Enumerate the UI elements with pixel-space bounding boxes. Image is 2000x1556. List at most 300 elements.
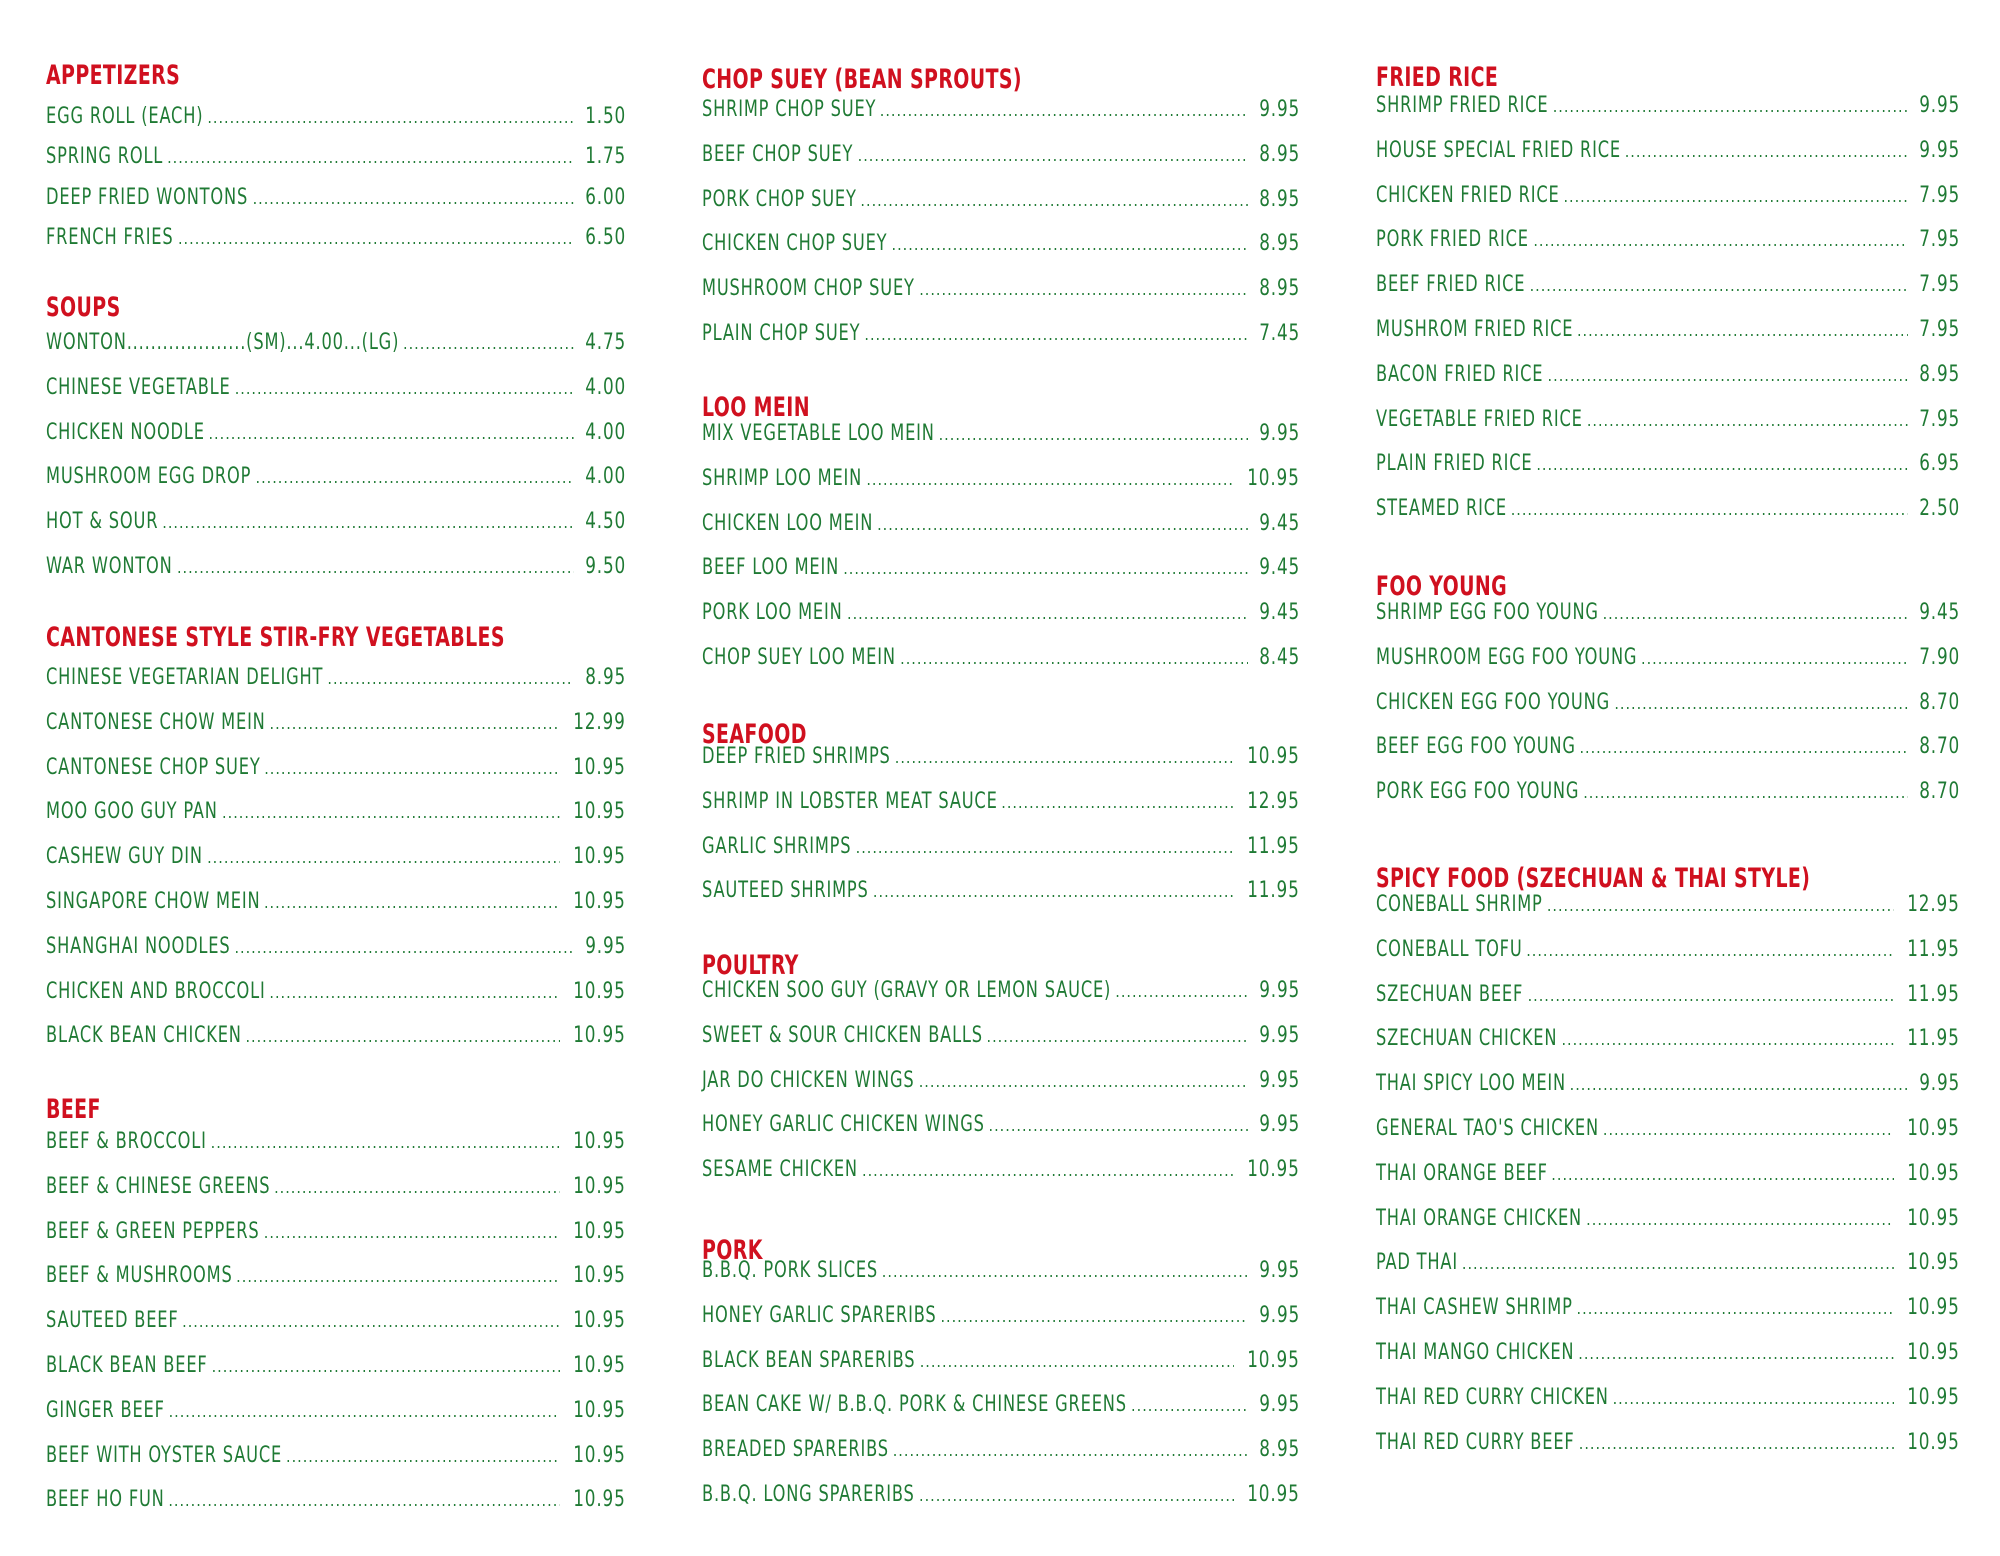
menu-item-name: SHRIMP CHOP SUEY — [702, 97, 877, 122]
menu-item — [1376, 892, 1960, 926]
menu-item-name: SHRIMP FRIED RICE — [1376, 93, 1549, 118]
menu-item-price: 9.95 — [1259, 1023, 1300, 1048]
menu-item — [1376, 1161, 1960, 1195]
dot-leader — [1001, 793, 1234, 812]
menu-item — [1376, 1385, 1960, 1419]
menu-item-name: BEEF HO FUN — [46, 1487, 165, 1512]
dot-leader — [208, 424, 573, 443]
dot-leader — [1553, 97, 1908, 116]
menu-item-name: SHRIMP EGG FOO YOUNG — [1376, 600, 1599, 625]
menu-item-price: 10.95 — [573, 755, 626, 780]
menu-item — [702, 1482, 1300, 1516]
menu-item-price: 4.75 — [585, 330, 626, 355]
menu-item-name: BEEF FRIED RICE — [1376, 272, 1526, 297]
dot-leader — [207, 108, 574, 127]
dot-leader — [235, 379, 574, 398]
menu-item-name: CHICKEN FRIED RICE — [1376, 183, 1560, 208]
dot-leader — [253, 189, 574, 208]
menu-item — [1376, 496, 1960, 530]
menu-item-price: 7.95 — [1919, 407, 1960, 432]
dot-leader — [847, 604, 1248, 623]
dot-leader — [1530, 276, 1908, 295]
menu-item — [46, 844, 626, 878]
dot-leader — [843, 559, 1248, 578]
dot-leader — [1528, 986, 1895, 1005]
dot-leader — [987, 1027, 1248, 1046]
menu-item-price: 11.95 — [1907, 1026, 1960, 1051]
menu-item-price: 7.90 — [1919, 645, 1960, 670]
menu-item-price: 8.95 — [1259, 187, 1300, 212]
menu-item-name: SWEET & SOUR CHICKEN BALLS — [702, 1023, 983, 1048]
dot-leader — [1115, 982, 1248, 1001]
menu-item-name: PLAIN FRIED RICE — [1376, 451, 1533, 476]
menu-item-name: SAUTEED SHRIMPS — [702, 878, 869, 903]
section-title: CHOP SUEY (BEAN SPROUTS) — [702, 64, 1022, 95]
dot-leader — [1551, 1165, 1894, 1184]
dot-leader — [245, 1027, 560, 1046]
menu-item-price: 11.95 — [1247, 878, 1300, 903]
menu-item-name: SHANGHAI NOODLES — [46, 934, 231, 959]
menu-item — [702, 1258, 1300, 1292]
menu-item-name: PAD THAI — [1376, 1250, 1458, 1275]
dot-leader — [866, 470, 1234, 489]
menu-item-price: 8.70 — [1919, 779, 1960, 804]
menu-item-price: 10.95 — [1247, 1157, 1300, 1182]
menu-item-price: 10.95 — [573, 844, 626, 869]
menu-item-price: 10.95 — [573, 889, 626, 914]
menu-item — [1376, 982, 1960, 1016]
menu-item-name: MUSHROOM CHOP SUEY — [702, 276, 915, 301]
menu-item-name: HONEY GARLIC CHICKEN WINGS — [702, 1112, 985, 1137]
menu-item-price: 12.95 — [1907, 892, 1960, 917]
menu-item-name: THAI SPICY LOO MEIN — [1376, 1071, 1566, 1096]
menu-item-price: 12.95 — [1247, 789, 1300, 814]
menu-item — [46, 554, 626, 588]
menu-item-price: 10.95 — [1247, 1482, 1300, 1507]
dot-leader — [211, 1133, 561, 1152]
menu-item-name: BEAN CAKE W/ B.B.Q. PORK & CHINESE GREENS — [702, 1392, 1127, 1417]
dot-leader — [274, 1178, 560, 1197]
menu-item-price: 10.95 — [573, 1443, 626, 1468]
menu-item-name: SPRING ROLL — [46, 144, 164, 169]
menu-item-name: PORK EGG FOO YOUNG — [1376, 779, 1580, 804]
menu-item — [702, 97, 1300, 131]
menu-item-price: 10.95 — [573, 1263, 626, 1288]
menu-item — [46, 1487, 626, 1521]
menu-item — [702, 231, 1300, 265]
menu-item — [702, 834, 1300, 868]
menu-item-name: CHICKEN NOODLE — [46, 420, 205, 445]
dot-leader — [920, 1352, 1235, 1371]
menu-item — [46, 1308, 626, 1342]
dot-leader — [162, 513, 574, 532]
menu-item-price: 9.95 — [1919, 138, 1960, 163]
dot-leader — [1511, 500, 1908, 519]
menu-item — [1376, 645, 1960, 679]
menu-item — [702, 421, 1300, 455]
menu-item-name: SZECHUAN CHICKEN — [1376, 1026, 1558, 1051]
menu-item — [1376, 183, 1960, 217]
section-title: FOO YOUNG — [1376, 571, 1508, 602]
menu-item-price: 9.95 — [1259, 1112, 1300, 1137]
dot-leader — [286, 1447, 560, 1466]
menu-item — [1376, 362, 1960, 396]
menu-item-name: SZECHUAN BEEF — [1376, 982, 1524, 1007]
menu-item-price: 8.45 — [1259, 645, 1300, 670]
menu-item-price: 1.75 — [585, 144, 626, 169]
menu-item — [1376, 317, 1960, 351]
menu-item-price: 10.95 — [573, 979, 626, 1004]
menu-item-price: 11.95 — [1907, 937, 1960, 962]
menu-item-name: CANTONESE CHOW MEIN — [46, 710, 266, 735]
dot-leader — [264, 893, 560, 912]
menu-item — [702, 555, 1300, 589]
menu-item-name: DEEP FRIED WONTONS — [46, 185, 249, 210]
menu-item-price: 10.95 — [573, 1353, 626, 1378]
menu-item-name: SHRIMP LOO MEIN — [702, 466, 863, 491]
dot-leader — [403, 334, 574, 353]
dot-leader — [1603, 604, 1908, 623]
menu-item — [702, 1392, 1300, 1426]
menu-item-price: 6.50 — [585, 225, 626, 250]
dot-leader — [919, 280, 1248, 299]
menu-item-name: SINGAPORE CHOW MEIN — [46, 889, 261, 914]
menu-item — [702, 321, 1300, 355]
dot-leader — [1131, 1396, 1248, 1415]
dot-leader — [1533, 231, 1908, 250]
dot-leader — [1570, 1075, 1908, 1094]
menu-item-name: STEAMED RICE — [1376, 496, 1507, 521]
menu-item-name: CONEBALL SHRIMP — [1376, 892, 1543, 917]
menu-item — [702, 1023, 1300, 1057]
dot-leader — [1613, 1389, 1895, 1408]
menu-item-name: CONEBALL TOFU — [1376, 937, 1523, 962]
section-title: LOO MEIN — [702, 392, 810, 423]
dot-leader — [1577, 321, 1908, 340]
menu-item-name: MUSHROOM EGG DROP — [46, 464, 252, 489]
menu-item-price: 10.95 — [573, 1398, 626, 1423]
section-title: SOUPS — [46, 292, 121, 323]
menu-item — [46, 1398, 626, 1432]
menu-item-name: BLACK BEAN SPARERIBS — [702, 1348, 916, 1373]
menu-item-name: HOUSE SPECIAL FRIED RICE — [1376, 138, 1621, 163]
menu-item — [702, 878, 1300, 912]
menu-item-price: 8.70 — [1919, 690, 1960, 715]
menu-item — [1376, 1026, 1960, 1060]
menu-item — [46, 1219, 626, 1253]
menu-item — [1376, 1206, 1960, 1240]
dot-leader — [327, 669, 574, 688]
menu-item-price: 9.95 — [1919, 1071, 1960, 1096]
menu-item — [46, 1443, 626, 1477]
menu-item-name: WONTON....................(SM)...4.00...(LG) — [46, 330, 400, 355]
menu-item-price: 4.00 — [585, 464, 626, 489]
menu-item — [702, 142, 1300, 176]
dot-leader — [893, 1441, 1248, 1460]
menu-item-price: 10.95 — [573, 799, 626, 824]
menu-item-price: 10.95 — [1907, 1250, 1960, 1275]
dot-leader — [1641, 649, 1908, 668]
menu-item-price: 10.95 — [1907, 1295, 1960, 1320]
menu-item-name: GINGER BEEF — [46, 1398, 165, 1423]
menu-item-price: 10.95 — [1247, 466, 1300, 491]
menu-item-price: 8.95 — [1259, 276, 1300, 301]
menu-item-price: 9.95 — [1259, 1068, 1300, 1093]
menu-item — [1376, 1250, 1960, 1284]
dot-leader — [900, 649, 1248, 668]
menu-item-price: 7.95 — [1919, 317, 1960, 342]
menu-item-name: THAI CASHEW SHRIMP — [1376, 1295, 1573, 1320]
menu-item-name: THAI ORANGE CHICKEN — [1376, 1206, 1582, 1231]
dot-leader — [877, 515, 1248, 534]
menu-item — [46, 889, 626, 923]
dot-leader — [234, 938, 573, 957]
menu-item — [46, 185, 626, 219]
menu-item-price: 9.95 — [1259, 421, 1300, 446]
menu-item-price: 11.95 — [1907, 982, 1960, 1007]
menu-item-price: 9.95 — [1259, 1258, 1300, 1283]
dot-leader — [1462, 1254, 1894, 1273]
menu-item — [1376, 1116, 1960, 1150]
dot-leader — [1603, 1120, 1894, 1139]
menu-item-name: B.B.Q. LONG SPARERIBS — [702, 1482, 915, 1507]
menu-item-price: 6.95 — [1919, 451, 1960, 476]
menu-item-name: MUSHROOM EGG FOO YOUNG — [1376, 645, 1638, 670]
dot-leader — [862, 1161, 1234, 1180]
menu-item-name: CHINESE VEGETABLE — [46, 375, 231, 400]
menu-item-name: PORK FRIED RICE — [1376, 227, 1529, 252]
menu-item — [702, 1068, 1300, 1102]
menu-item-price: 12.99 — [573, 710, 626, 735]
menu-item — [702, 511, 1300, 545]
dot-leader — [919, 1486, 1234, 1505]
menu-item-price: 11.95 — [1247, 834, 1300, 859]
dot-leader — [919, 1072, 1248, 1091]
menu-item-name: BACON FRIED RICE — [1376, 362, 1544, 387]
dot-leader — [269, 983, 560, 1002]
menu-item-name: SHRIMP IN LOBSTER MEAT SAUCE — [702, 789, 998, 814]
dot-leader — [1614, 694, 1908, 713]
menu-item-price: 10.95 — [1907, 1430, 1960, 1455]
dot-leader — [207, 848, 560, 867]
section-title: POULTRY — [702, 950, 799, 981]
dot-leader — [264, 759, 560, 778]
dot-leader — [178, 229, 574, 248]
menu-item-price: 9.45 — [1919, 600, 1960, 625]
dot-leader — [940, 1307, 1247, 1326]
menu-item — [46, 420, 626, 454]
section-title: PORK — [702, 1235, 763, 1266]
menu-item — [1376, 93, 1960, 127]
menu-item-name: HONEY GARLIC SPARERIBS — [702, 1303, 937, 1328]
menu-item — [702, 789, 1300, 823]
dot-leader — [270, 714, 561, 733]
menu-item-price: 2.50 — [1919, 496, 1960, 521]
menu-item-price: 9.95 — [1919, 93, 1960, 118]
menu-item-name: CHICKEN CHOP SUEY — [702, 231, 888, 256]
menu-item — [1376, 272, 1960, 306]
menu-item-price: 8.95 — [1259, 231, 1300, 256]
menu-item-price: 9.95 — [1259, 1392, 1300, 1417]
menu-item-price: 7.95 — [1919, 183, 1960, 208]
menu-item-price: 8.95 — [1259, 1437, 1300, 1462]
dot-leader — [1579, 738, 1908, 757]
section-title: SEAFOOD — [702, 719, 807, 750]
dot-leader — [264, 1223, 561, 1242]
dot-leader — [169, 1402, 561, 1421]
dot-leader — [895, 748, 1235, 767]
menu-item-name: BEEF & MUSHROOMS — [46, 1263, 233, 1288]
menu-item-price: 10.95 — [573, 1023, 626, 1048]
menu-item-price: 4.50 — [585, 509, 626, 534]
dot-leader — [860, 191, 1248, 210]
dot-leader — [1583, 783, 1908, 802]
menu-item-price: 10.95 — [1907, 1116, 1960, 1141]
menu-item-price: 9.45 — [1259, 600, 1300, 625]
menu-item-name: BEEF & CHINESE GREENS — [46, 1174, 271, 1199]
dot-leader — [873, 882, 1234, 901]
dot-leader — [236, 1267, 560, 1286]
menu-item-name: GENERAL TAO'S CHICKEN — [1376, 1116, 1599, 1141]
dot-leader — [1563, 187, 1908, 206]
menu-item-name: SAUTEED BEEF — [46, 1308, 179, 1333]
menu-item-price: 4.00 — [585, 420, 626, 445]
menu-item-price: 9.50 — [585, 554, 626, 579]
menu-item-name: CHICKEN EGG FOO YOUNG — [1376, 690, 1610, 715]
menu-item — [1376, 1295, 1960, 1329]
menu-item — [46, 1353, 626, 1387]
menu-item-name: FRENCH FRIES — [46, 225, 174, 250]
menu-item-price: 10.95 — [573, 1308, 626, 1333]
menu-item-name: CANTONESE CHOP SUEY — [46, 755, 261, 780]
menu-item — [1376, 1430, 1960, 1464]
menu-item — [46, 665, 626, 699]
menu-item-price: 7.95 — [1919, 272, 1960, 297]
menu-item-name: PORK CHOP SUEY — [702, 187, 857, 212]
menu-item-name: WAR WONTON — [46, 554, 173, 579]
menu-item-name: CHICKEN LOO MEIN — [702, 511, 874, 536]
menu-item — [702, 978, 1300, 1012]
menu-item — [1376, 1071, 1960, 1105]
menu-item — [46, 979, 626, 1013]
menu-item-price: 10.95 — [1907, 1206, 1960, 1231]
dot-leader — [1536, 455, 1908, 474]
dot-leader — [1561, 1030, 1894, 1049]
menu-item — [702, 1157, 1300, 1191]
dot-leader — [168, 1491, 560, 1510]
dot-leader — [1587, 411, 1908, 430]
menu-item-name: PLAIN CHOP SUEY — [702, 321, 861, 346]
dot-leader — [1579, 1434, 1895, 1453]
menu-item — [702, 276, 1300, 310]
menu-item-price: 8.95 — [585, 665, 626, 690]
menu-item — [702, 1348, 1300, 1382]
menu-item — [1376, 779, 1960, 813]
menu-item — [1376, 937, 1960, 971]
menu-item-price: 9.45 — [1259, 511, 1300, 536]
menu-item — [46, 1174, 626, 1208]
menu-item-price: 10.95 — [1247, 744, 1300, 769]
dot-leader — [177, 558, 574, 577]
dot-leader — [212, 1357, 561, 1376]
menu-item-price: 10.95 — [1907, 1385, 1960, 1410]
dot-leader — [939, 425, 1248, 444]
menu-item — [1376, 734, 1960, 768]
menu-item-name: CHINESE VEGETARIAN DELIGHT — [46, 665, 324, 690]
dot-leader — [182, 1312, 560, 1331]
menu-item-price: 9.95 — [1259, 97, 1300, 122]
menu-item-price: 10.95 — [1907, 1161, 1960, 1186]
menu-item-name: MUSHROM FRIED RICE — [1376, 317, 1574, 342]
menu-item-name: JAR DO CHICKEN WINGS — [702, 1068, 915, 1093]
menu-item — [1376, 407, 1960, 441]
menu-item-price: 6.00 — [585, 185, 626, 210]
dot-leader — [256, 468, 574, 487]
menu-item — [702, 1112, 1300, 1146]
menu-item-price: 10.95 — [1907, 1340, 1960, 1365]
menu-item-price: 7.45 — [1259, 321, 1300, 346]
dot-leader — [882, 1262, 1248, 1281]
menu-item-name: BLACK BEAN CHICKEN — [46, 1023, 242, 1048]
menu-item-price: 10.95 — [573, 1219, 626, 1244]
dot-leader — [1577, 1299, 1895, 1318]
menu-item-price: 8.95 — [1259, 142, 1300, 167]
menu-item-name: MIX VEGETABLE LOO MEIN — [702, 421, 935, 446]
menu-item-name: VEGETABLE FRIED RICE — [1376, 407, 1583, 432]
menu-item-name: BEEF & GREEN PEPPERS — [46, 1219, 260, 1244]
menu-item-name: THAI ORANGE BEEF — [1376, 1161, 1548, 1186]
menu-item-price: 9.95 — [1259, 978, 1300, 1003]
menu-item-name: CASHEW GUY DIN — [46, 844, 203, 869]
dot-leader — [1586, 1210, 1894, 1229]
menu-item-name: EGG ROLL (EACH) — [46, 104, 204, 129]
menu-item — [46, 755, 626, 789]
menu-item — [702, 187, 1300, 221]
menu-item — [46, 1129, 626, 1163]
menu-item — [46, 710, 626, 744]
menu-item-name: BEEF & BROCCOLI — [46, 1129, 207, 1154]
menu-item-price: 7.95 — [1919, 227, 1960, 252]
menu-item-price: 9.95 — [1259, 1303, 1300, 1328]
menu-item-name: DEEP FRIED SHRIMPS — [702, 744, 891, 769]
dot-leader — [892, 235, 1248, 254]
menu-item-name: BLACK BEAN BEEF — [46, 1353, 208, 1378]
menu-item-name: HOT & SOUR — [46, 509, 159, 534]
menu-item-price: 1.50 — [585, 104, 626, 129]
dot-leader — [1526, 941, 1894, 960]
section-title: BEEF — [46, 1094, 101, 1125]
menu-item — [1376, 600, 1960, 634]
menu-item — [702, 1303, 1300, 1337]
dot-leader — [989, 1116, 1248, 1135]
menu-item — [702, 1437, 1300, 1471]
menu-item-name: THAI RED CURRY BEEF — [1376, 1430, 1575, 1455]
menu-item — [46, 144, 626, 178]
menu-item — [46, 464, 626, 498]
menu-item-name: PORK LOO MEIN — [702, 600, 843, 625]
menu-item — [702, 645, 1300, 679]
section-title: FRIED RICE — [1376, 62, 1499, 93]
menu-item — [46, 225, 626, 259]
section-title: CANTONESE STYLE STIR-FRY VEGETABLES — [46, 622, 505, 653]
menu-item-price: 10.95 — [1247, 1348, 1300, 1373]
dot-leader — [222, 803, 560, 822]
dot-leader — [856, 838, 1235, 857]
menu-item — [46, 934, 626, 968]
menu-item-name: MOO GOO GUY PAN — [46, 799, 218, 824]
menu-item — [46, 1263, 626, 1297]
menu-item — [46, 509, 626, 543]
